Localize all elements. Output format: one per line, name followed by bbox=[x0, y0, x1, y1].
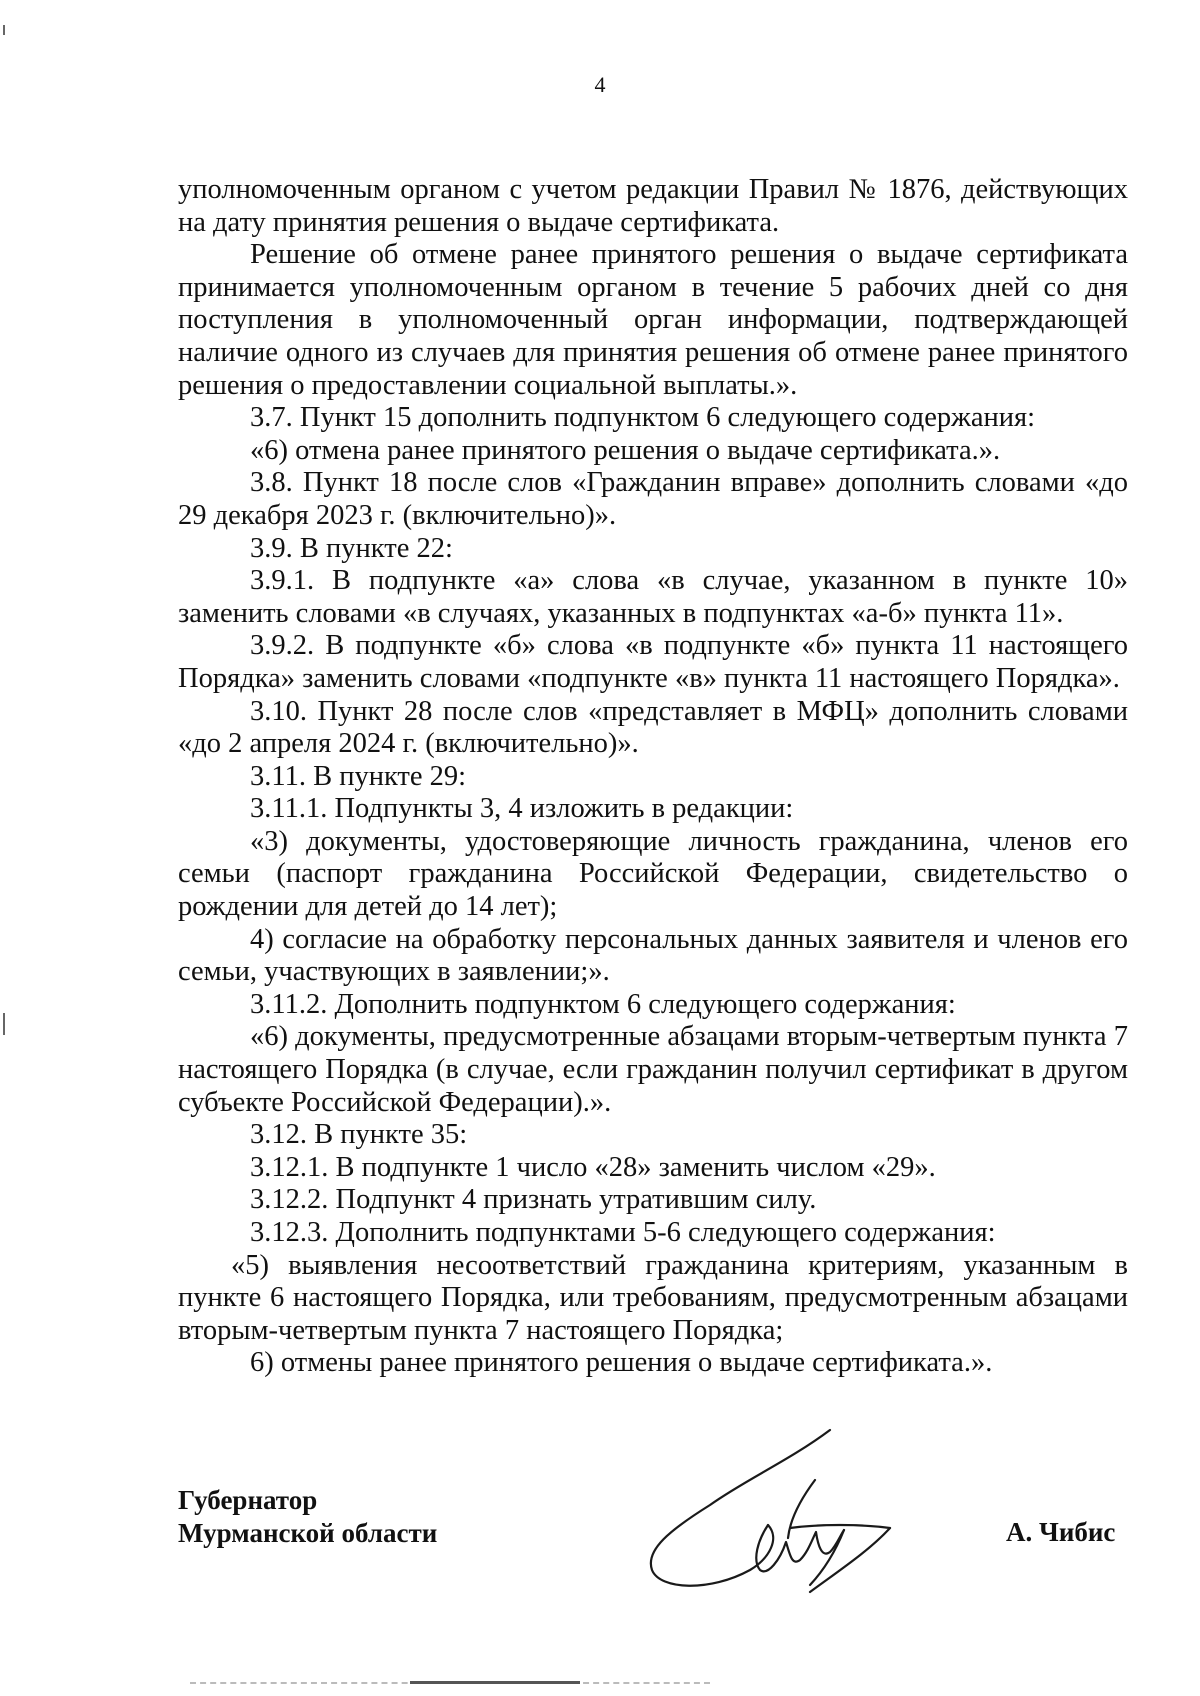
paragraph: «6) отмена ранее принятого решения о выдаче сертификата.». bbox=[250, 434, 1001, 466]
scan-artifact-bar bbox=[410, 1681, 580, 1684]
paragraph: 3.12.3. Дополнить подпунктами 5-6 следующего содержания: bbox=[250, 1217, 996, 1248]
paragraph: 3.10. Пункт 28 после слов «представляет в МФЦ» дополнить словами «до 2 апреля 2024 г. (включительно)». bbox=[178, 695, 1128, 760]
paragraph: 3.9. В пункте 22: bbox=[250, 532, 453, 564]
document-body bbox=[178, 174, 1128, 1380]
paragraph: 3.11.1. Подпункты 3, 4 изложить в редакции: bbox=[250, 793, 794, 825]
position-title: Губернатор bbox=[178, 1485, 318, 1515]
scan-margin-mark bbox=[3, 1013, 5, 1035]
paragraph: уполномоченным органом с учетом редакции Правил № 1876, действующих на дату принятия решения о выдаче сертификата. bbox=[178, 174, 1128, 238]
paragraph: Решение об отмене ранее принятого решения о выдаче сертификата принимается уполномоченным органом в течение 5 рабочих дней со дня поступления в уполномоченный орган информации, подтверждающей наличие одного из случаев для принятия решения об отмене ранее принятого решения о предоставлении социальной выплаты.». bbox=[178, 239, 1128, 401]
paragraph: 3.11.2. Дополнить подпунктом 6 следующего содержания: bbox=[250, 988, 956, 1020]
paragraph: 6) отмены ранее принятого решения о выдаче сертификата.». bbox=[250, 1347, 993, 1379]
paragraph: 3.12. В пункте 35: bbox=[250, 1119, 468, 1151]
position-region: Мурманской области bbox=[178, 1518, 438, 1548]
scan-margin-mark bbox=[3, 25, 5, 35]
paragraph: 4) согласие на обработку персональных данных заявителя и членов его семьи, участвующих в заявлении;». bbox=[178, 923, 1128, 988]
paragraph: «5) выявления несоответствий гражданина критериям, указанным в пункте 6 настоящего Порядка, или требованиям, предусмотренным абзацами вторым-четвертым пункта 7 настоящего Порядка; bbox=[178, 1249, 1128, 1346]
paragraph: 3.9.1. В подпункте «а» слова «в случае, указанном в пункте 10» заменить словами «в случаях, указанных в подпунктах «а-б» пункта 11». bbox=[178, 565, 1128, 629]
paragraph: 3.9.2. В подпункте «б» слова «в подпункте «б» пункта 11 настоящего Порядка» заменить словами «подпункте «в» пункта 11 настоящего Порядка». bbox=[178, 630, 1128, 694]
paragraph: 3.12.1. В подпункте 1 число «28» заменить числом «29». bbox=[250, 1151, 936, 1183]
paragraph: 3.7. Пункт 15 дополнить подпунктом 6 следующего содержания: bbox=[250, 402, 1036, 434]
paragraph: «6) документы, предусмотренные абзацами вторым-четвертым пункта 7 настоящего Порядка (в случае, если гражданин получил сертификат в другом субъекте Российской Федерации).». bbox=[178, 1021, 1128, 1118]
paragraph: «3) документы, удостоверяющие личность гражданина, членов его семьи (паспорт гражданина Российской Федерации, свидетельство о рождении для детей до 14 лет); bbox=[178, 825, 1128, 923]
signatory-position bbox=[178, 1484, 437, 1550]
paragraph: 3.11. В пункте 29: bbox=[250, 760, 467, 792]
paragraph: 3.8. Пункт 18 после слов «Гражданин вправе» дополнить словами «до 29 декабря 2023 г. (включительно)». bbox=[178, 467, 1128, 531]
page-number: 4 bbox=[594, 72, 606, 97]
handwritten-signature-icon bbox=[640, 1420, 940, 1600]
signatory-name: А. Чибис bbox=[1006, 1517, 1116, 1547]
paragraph: 3.12.2. Подпункт 4 признать утратившим силу. bbox=[250, 1184, 817, 1216]
